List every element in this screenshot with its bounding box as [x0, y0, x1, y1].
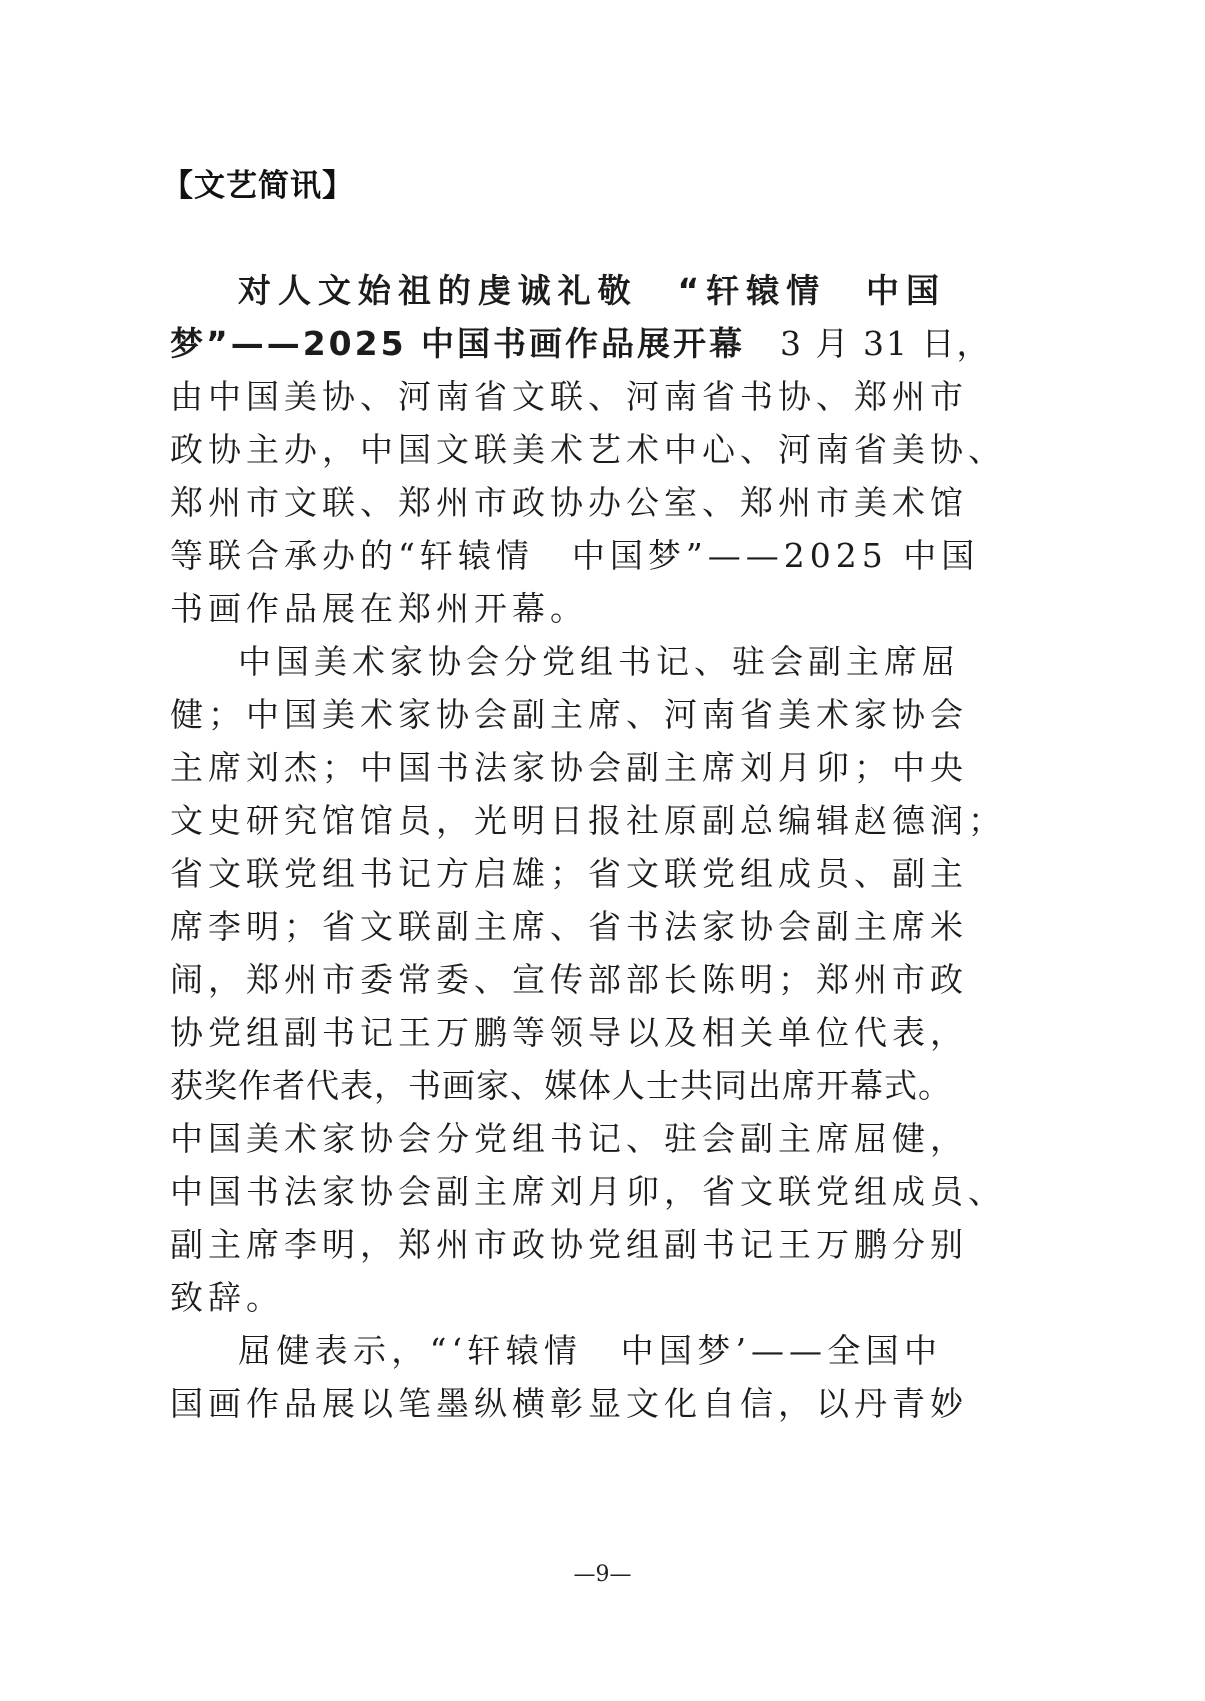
body-line: 等联合承办的“轩辕情 中国梦”——2025 中国: [170, 536, 980, 575]
body-line: 政协主办，中国文联美术艺术中心、河南省美协、: [170, 430, 1006, 469]
headline-part-1: 对人文始祖的虔诚礼敬 “轩辕情 中国: [238, 271, 942, 310]
body-line: 主席刘杰；中国书法家协会副主席刘月卯；中央: [170, 748, 968, 787]
body-line: 中国书法家协会副主席刘月卯，省文联党组成员、: [170, 1172, 1006, 1211]
article-date: 3 月 31 日，: [780, 324, 992, 363]
body-line: 副主席李明，郑州市政协党组副书记王万鹏分别: [170, 1225, 968, 1264]
headline-part-2: 梦”——2025 中国书画作品展开幕: [170, 324, 746, 363]
page-number: —9—: [573, 1562, 632, 1587]
body-line: 席李明；省文联副主席、省书法家协会副主席米: [170, 907, 968, 946]
article-body: [170, 264, 1006, 1430]
body-line: 闹，郑州市委常委、宣传部部长陈明；郑州市政: [170, 960, 968, 999]
body-line: 郑州市文联、郑州市政协办公室、郑州市美术馆: [170, 483, 968, 522]
body-line: 国画作品展以笔墨纵横彰显文化自信，以丹青妙: [170, 1384, 968, 1423]
body-line: 获奖作者代表，书画家、媒体人士共同出席开幕式。: [170, 1066, 952, 1105]
headline-line-1: [170, 264, 942, 317]
body-line: 健；中国美术家协会副主席、河南省美术家协会: [170, 695, 968, 734]
headline-line-2: [170, 317, 992, 370]
section-tag: 【文艺简讯】: [162, 168, 354, 204]
body-line: 文史研究馆馆员，光明日报社原副总编辑赵德润；: [170, 801, 1006, 840]
body-line: 中国美术家协会分党组书记、驻会副主席屈: [238, 642, 960, 681]
body-line: 中国美术家协会分党组书记、驻会副主席屈健，: [170, 1119, 968, 1158]
body-line: 由中国美协、河南省文联、河南省书协、郑州市: [170, 377, 968, 416]
body-line: 致辞。: [170, 1278, 284, 1317]
body-line: 屈健表示，“‘轩辕情 中国梦’——全国中: [238, 1331, 942, 1370]
body-line: 省文联党组书记方启雄；省文联党组成员、副主: [170, 854, 968, 893]
body-line: 协党组副书记王万鹏等领导以及相关单位代表，: [170, 1013, 968, 1052]
body-line: 书画作品展在郑州开幕。: [170, 589, 588, 628]
